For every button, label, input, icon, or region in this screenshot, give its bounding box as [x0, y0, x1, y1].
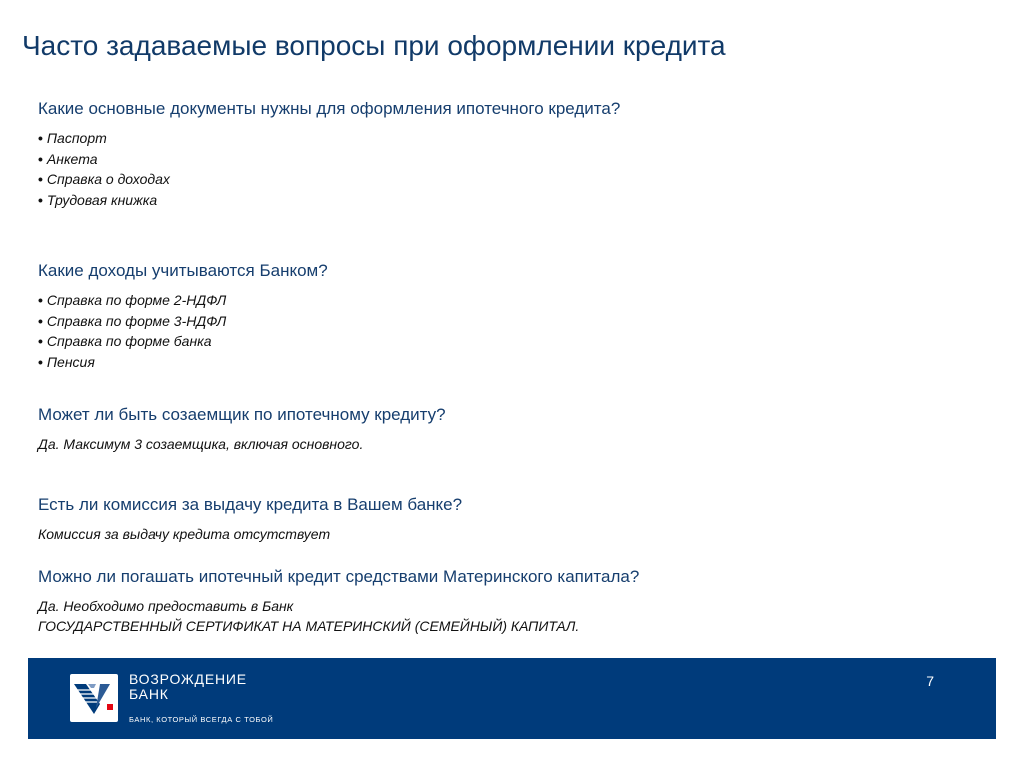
faq-answer-list — [38, 128, 998, 210]
bullet-icon: • — [38, 130, 43, 146]
brand-slogan: БАНК, КОТОРЫЙ ВСЕГДА С ТОБОЙ — [129, 715, 274, 724]
faq-answer-line: Да. Необходимо предоставить в Банк — [38, 598, 294, 614]
bullet-icon: • — [38, 292, 43, 308]
bullet-icon: • — [38, 333, 43, 349]
faq-answer: Комиссия за выдачу кредита отсутствует — [38, 526, 331, 542]
faq-item-maternity-capital — [38, 566, 998, 636]
list-item — [38, 190, 998, 211]
faq-item-documents — [38, 98, 998, 260]
brand-name-sub: БАНК — [129, 686, 169, 702]
faq-item-commission — [38, 494, 998, 566]
faq-question: Есть ли комиссия за выдачу кредита в Вашем банке? — [38, 495, 463, 514]
list-item-text: Справка по форме 3-НДФЛ — [46, 312, 227, 329]
faq-list — [38, 98, 998, 636]
page-number: 7 — [926, 673, 934, 689]
list-item — [38, 169, 998, 190]
faq-question: Может ли быть созаемщик по ипотечному кредиту? — [38, 405, 446, 424]
list-item-text: Справка о доходах — [46, 171, 170, 187]
bullet-icon: • — [38, 191, 43, 208]
faq-item-coborrower — [38, 404, 998, 494]
list-item-text: Анкета — [46, 150, 98, 167]
brand-name: ВОЗРОЖДЕНИЕ — [129, 671, 247, 687]
list-item — [38, 352, 998, 373]
bullet-icon: • — [38, 150, 43, 167]
footer-bar — [28, 658, 996, 739]
faq-question: Можно ли погашать ипотечный кредит средствами Материнского капитала? — [38, 567, 640, 586]
bullet-icon: • — [38, 353, 43, 370]
slide-title: Часто задаваемые вопросы при оформлении кредита — [22, 30, 726, 61]
list-item-text: Трудовая книжка — [46, 191, 158, 208]
faq-answer-line: ГОСУДАРСТВЕННЫЙ СЕРТИФИКАТ НА МАТЕРИНСКИЙ (СЕМЕЙНЫЙ) КАПИТАЛ. — [38, 618, 580, 634]
faq-item-income — [38, 260, 998, 404]
list-item — [38, 311, 998, 332]
bullet-icon: • — [38, 312, 43, 329]
list-item-text: Паспорт — [46, 130, 107, 146]
list-item — [38, 128, 998, 149]
faq-answer-list — [38, 290, 998, 372]
list-item — [38, 290, 998, 311]
list-item-text: Справка по форме банка — [46, 333, 212, 349]
faq-answer: Да. Максимум 3 созаемщика, включая основного. — [38, 436, 364, 452]
list-item-text: Пенсия — [46, 353, 95, 370]
list-item-text: Справка по форме 2-НДФЛ — [46, 292, 227, 308]
faq-question: Какие основные документы нужны для оформления ипотечного кредита? — [38, 99, 621, 118]
bank-v-logo-icon — [70, 674, 118, 722]
faq-question: Какие доходы учитываются Банком? — [38, 261, 328, 280]
list-item — [38, 331, 998, 352]
bullet-icon: • — [38, 171, 43, 187]
list-item — [38, 149, 998, 170]
